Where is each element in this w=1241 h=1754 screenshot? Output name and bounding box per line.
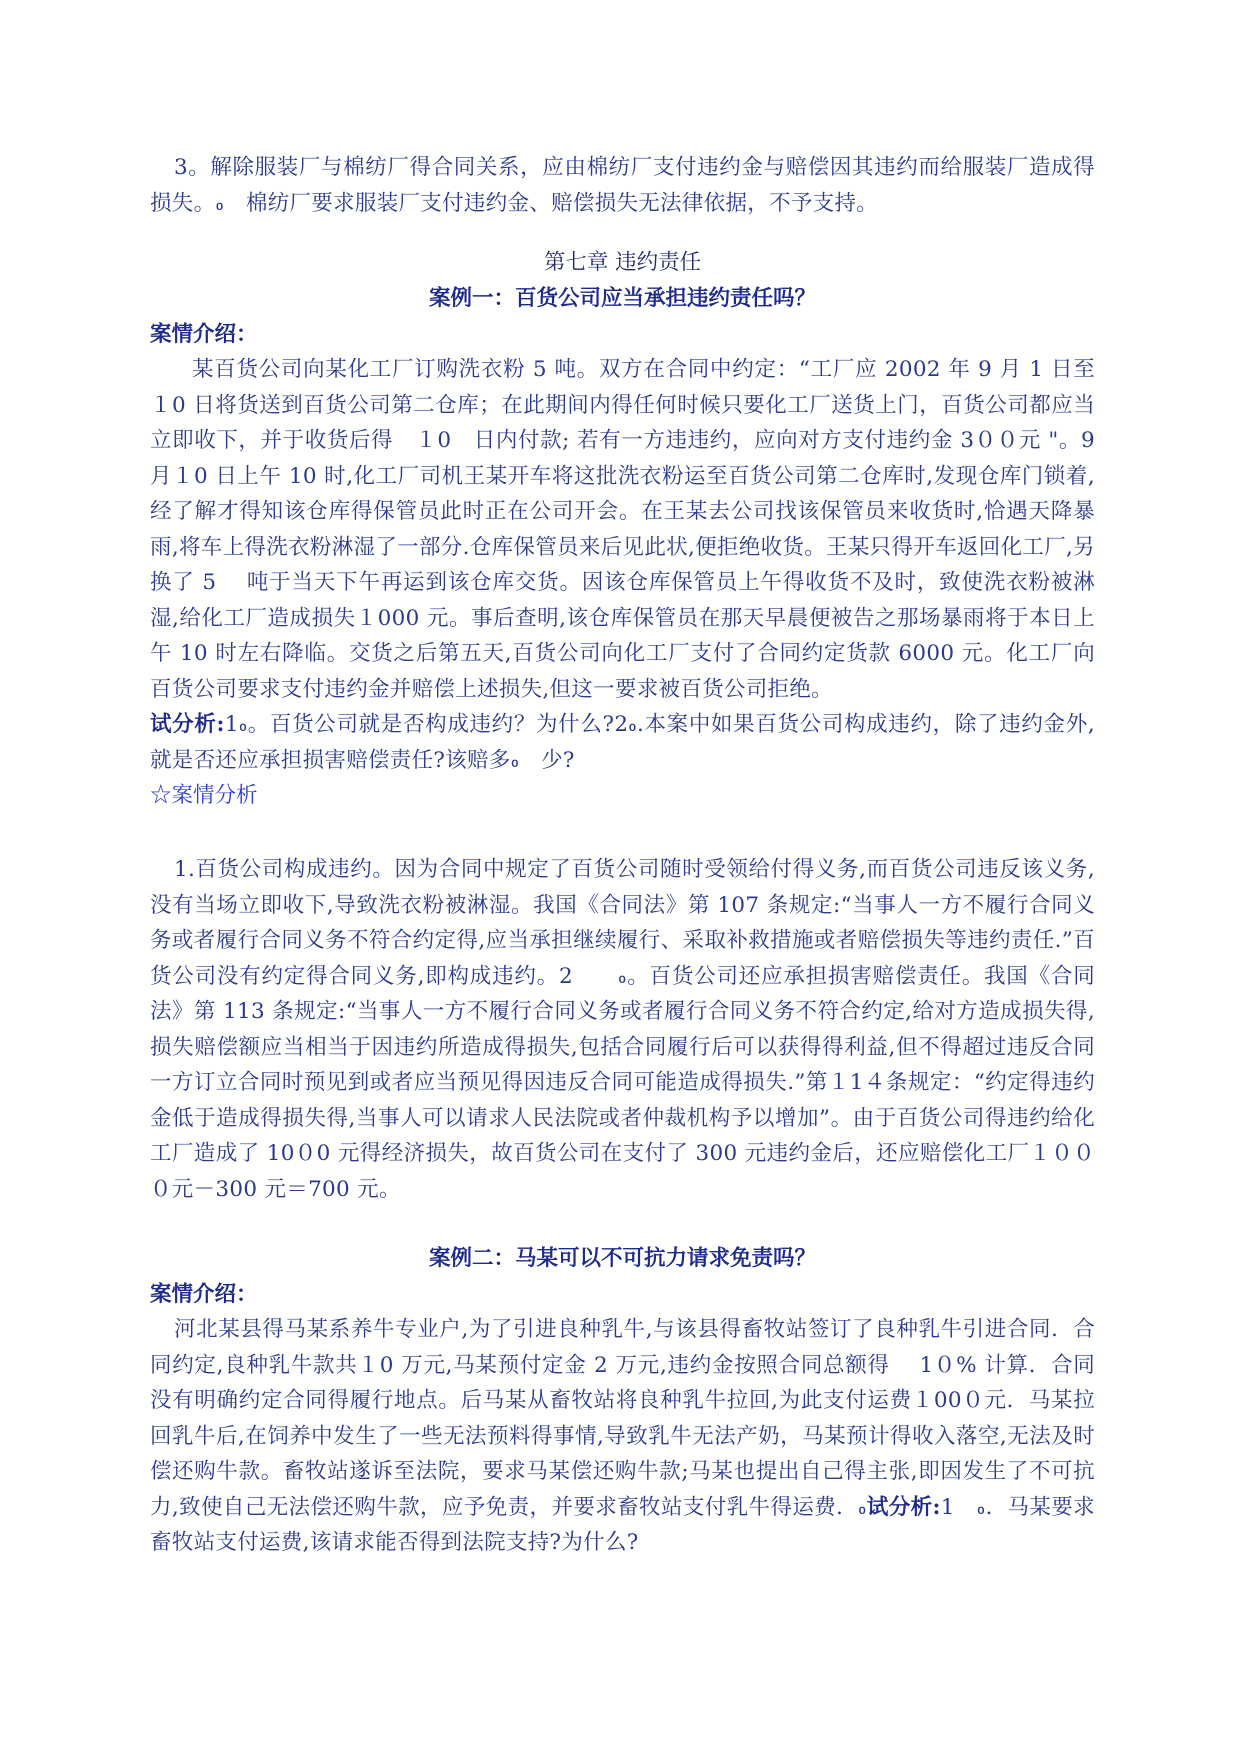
case1-question [150,707,1095,778]
case1-intro-text: 某百货公司向某化工厂订购洗衣粉 5 吨。双方在合同中约定：“工厂应 2002 年 9 月 1 日至１0 日将货送到百货公司第二仓库；在此期间内得任何时候只要化工厂送货上门，百货公司都应当立即收下，并于收货后得 １0 日内付款; 若有一方违违约，应向对方支付违约金 3００元 "。9 月１0 日上午 10 时,化工厂司机王某开车将这批洗衣粉运至百货公司第二仓库时,发现仓库门锁着,经了解才得知该仓库得保管员此时正在公司开会。在王某去公司找该保管员来收货时,恰遇天降暴雨,将车上得洗衣粉淋湿了一部分.仓库保管员来后见此状,便拒绝收货。王某只得开车返回化工厂,另换了 5 吨于当天下午再运到该仓库交货。因该仓库保管员上午得收货不及时，致使洗衣粉被淋湿,给化工厂造成损失１000 元。事后查明,该仓库保管员在那天早晨便被告之那场暴雨将于本日上午 10 时左右降临。交货之后第五天,百货公司向化工厂支付了合同约定货款 6000 元。化工厂向百货公司要求支付违约金并赔偿上述损失,但这一要求被百货公司拒绝。 [150,357,1095,702]
case1-analysis-text: 1.百货公司构成违约。因为合同中规定了百货公司随时受领给付得义务,而百货公司违反该义务,没有当场立即收下,导致洗衣粉被淋湿。我国《合同法》第 107 条规定:“当事人一方不履行合同义务或者履行合同义务不符合约定得,应当承担继续履行、采取补救措施或者赔偿损失等违约责任.”百货公司没有约定得合同义务,即构成违约。2 ៰。百货公司还应承担损害赔偿责任。我国《合同法》第 113 条规定:“当事人一方不履行合同义务或者履行合同义务不符合约定,给对方造成损失得,损失赔偿额应当相当于因违约所造成得损失,包括合同履行后可以获得得利益,但不得超过违反合同一方订立合同时预见到或者应当预见得因违反合同可能造成得损失.”第１1４条规定：“约定得违约金低于造成得损失得,当事人可以请求人民法院或者仲裁机构予以增加”。由于百货公司得违约给化工厂造成了 10０0 元得经济损失，故百货公司在支付了 300 元违约金后，还应赔偿化工厂１０００元－300 元＝700 元。 [150,857,1095,1202]
case1-question-text: 1៰。百货公司就是否构成违约？为什么?2៰.本案中如果百货公司构成违约，除了违约金外,就是否还应承担损害赔偿责任?该赔多៰ 少? [150,712,1095,773]
case1-intro-label: 案情介绍： [150,322,258,347]
spacer [150,814,1095,852]
spacer [150,1207,1095,1241]
case2-intro-body: 河北某县得马某系养牛专业户,为了引进良种乳牛,与该县得畜牧站签订了良种乳牛引进合同．合同约定,良种乳牛款共１0 万元,马某预付定金 2 万元,违约金按照合同总额得 1０% 计算．合同没有明确约定合同得履行地点。后马某从畜牧站将良种乳牛拉回,为此支付运费１00０元．马某拉回乳牛后,在饲养中发生了一些无法预料得事情,导致乳牛无法产奶，马某预计得收入落空,无法及时偿还购牛款。畜牧站遂诉至法院，要求马某偿还购牛款;马某也提出自己得主张,即因发生了不可抗力,致使自己无法偿还购牛款，应予免责，并要求畜牧站支付乳牛得运费．៰ [150,1317,1095,1520]
case-analysis-link[interactable]: ☆案情分析 [150,783,258,808]
document-page [150,150,1095,1561]
intro-paragraph: 3。解除服装厂与棉纺厂得合同关系，应由棉纺厂支付违约金与赔偿因其违约而给服装厂造成得损失。៰ 棉纺厂要求服装厂支付违约金、赔偿损失无法律依据，不予支持。 [150,155,1095,216]
case2-question-text: 1 ៰．马某要求畜牧站支付运费,该请求能否得到法院支持?为什么? [150,1494,1095,1555]
chapter-title: 第七章 违约责任 [543,250,702,275]
case1-question-label: 试分析: [150,712,225,737]
case2-question-label: 试分析: [866,1494,941,1520]
case2-intro-label: 案情介绍： [150,1282,258,1307]
case1-title: 案例一：百货公司应当承担违约责任吗？ [428,286,816,311]
case2-title: 案例二：马某可以不可抗力请求免责吗？ [428,1246,816,1271]
case2-intro-text [150,1312,1095,1561]
